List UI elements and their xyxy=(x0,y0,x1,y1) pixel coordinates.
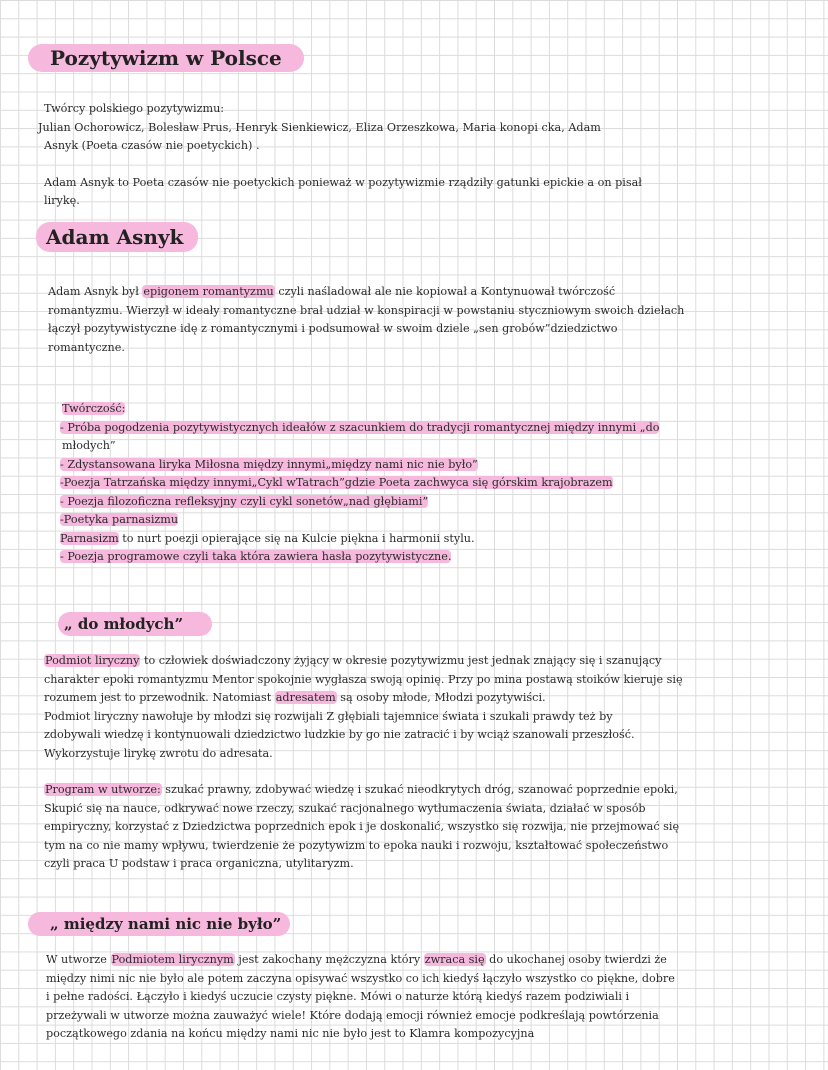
miedzy-nami-paragraph xyxy=(46,951,821,1044)
paragraph-line: i pełne radości. Łączyło i kiedyś uczucie czysty piękne. Mówi o naturze którą kiedyś razem podziwiali i xyxy=(46,990,630,1003)
list-item: - Poezja filozoficzna refleksyjny czyli cykl sonetów„nad głębiami” xyxy=(60,494,429,508)
highlight-podmiot: Podmiot liryczny xyxy=(45,654,140,667)
list-item: - Poezja programowe czyli taka która zawiera hasła pozytywistyczne. xyxy=(60,550,452,563)
paragraph-line: czyli praca U podstaw i praca organiczna, utylitaryzm. xyxy=(44,857,354,870)
text-span: to człowiek doświadczony żyjący w okresie pozytywizmu jest jednak znający się i szanujący xyxy=(140,654,662,667)
text-span: Adam Asnyk był xyxy=(48,285,143,298)
intro-paragraph xyxy=(38,100,798,211)
section-heading-do-mlodych: „ do młodych” xyxy=(58,612,212,636)
intro-line: Julian Ochorowicz, Bolesław Prus, Henryk Sienkiewicz, Eliza Orzeszkowa, Maria konopi cka, Adam xyxy=(38,120,601,134)
paragraph-line: zdobywali wiedzę i kontynuowali dziedzictwo ludzkie by go nie zatracić i by wciąż szanowali przeszłość. xyxy=(44,728,635,741)
paragraph-line: przeżywali w utworze można zauważyć wiele! Które dodają emocji również emocje podkreślają powtórzenia xyxy=(46,1008,659,1022)
text-span: szukać prawny, zdobywać wiedzę i szukać nieodkrytych dróg, szanować poprzednie epoki, xyxy=(161,783,678,796)
list-item: - Zdystansowana liryka Miłosna między innymi„między nami nic nie było” xyxy=(60,457,478,471)
intro-line: Asnyk (Poeta czasów nie poetyckich) . xyxy=(44,139,260,152)
text-span: do ukochanej osoby twierdzi że xyxy=(485,953,667,966)
text-span: W utworze xyxy=(46,953,111,966)
highlight-epigon: epigonem romantyzmu xyxy=(143,285,274,298)
text-span: jest zakochany mężczyzna który xyxy=(234,953,424,966)
tworczosc-label: Twórczość: xyxy=(62,402,126,415)
paragraph-line: Skupić się na nauce, odkrywać nowe rzeczy, szukać racjonalnego wytłumaczenia świata, działać w sposób xyxy=(44,801,646,815)
highlight-podmiot: Podmiotem lirycznym xyxy=(111,953,234,966)
text-span: czyli naśladował ale nie kopiował a Kontynuował twórczość xyxy=(274,285,616,298)
paragraph-line: empiryczny, korzystać z Dziedzictwa poprzednich epok i je doskonalić, wszystko się rozwija, nie przejmować się xyxy=(44,820,680,833)
section-heading-asnyk: Adam Asnyk xyxy=(36,222,198,252)
intro-line: Adam Asnyk to Poeta czasów nie poetyckich ponieważ w pozytywizmie rządziły gatunki epickie a on pisał xyxy=(44,175,642,189)
asnyk-paragraph xyxy=(48,283,818,357)
highlight-adresat: adresatem xyxy=(275,691,336,704)
list-item: - Próba pogodzenia pozytywistycznych ideałów z szacunkiem do tradycji romantycznej między innymi „do xyxy=(60,420,660,434)
asnyk-line: łączył pozytywistyczne idę z romantycznymi i podsumował w swoim dziele „sen grobów”dziedzictwo xyxy=(48,322,618,335)
list-item: -Poetyka parnasizmu xyxy=(60,513,179,526)
page-title: Pozytywizm w Polsce xyxy=(28,44,304,72)
highlight-zwraca: zwraca się xyxy=(424,953,485,966)
section-heading-miedzy-nami: „ między nami nic nie było” xyxy=(28,912,290,936)
list-item: młodych” xyxy=(62,439,116,452)
do-mlodych-paragraph xyxy=(44,652,819,874)
text-span: są osoby młode, Młodzi pozytywiści. xyxy=(336,691,546,704)
paragraph-line: charakter epoki romantyzmu Mentor spokojnie wygłasza swoją opinię. Przy po mina postawą stoików kieruje się xyxy=(44,672,683,686)
asnyk-line: romantyczne. xyxy=(48,340,125,354)
tworczosc-list xyxy=(60,400,820,567)
paragraph-line: między nimi nic nie było ale potem zaczyna opisywać wszystko co ich kiedyś łączyło wszystko co piękne, dobre xyxy=(46,971,675,985)
paragraph-line: Wykorzystuje lirykę zwrotu do adresata. xyxy=(44,746,273,760)
list-item: to nurt poezji opierające się na Kulcie piękna i harmonii stylu. xyxy=(118,531,475,545)
paragraph-line: Podmiot liryczny nawołuje by młodzi się rozwijali Z głębiali tajemnice świata i szukali prawdy też by xyxy=(44,709,613,723)
text-span: rozumem jest to przewodnik. Natomiast xyxy=(44,691,275,704)
highlight-program: Program w utworze: xyxy=(45,783,161,796)
asnyk-line: romantyzmu. Wierzył w ideały romantyczne brał udział w konspiracji w powstaniu styczniowym swoich dziełach xyxy=(48,303,685,317)
intro-line: lirykę. xyxy=(44,194,80,207)
paragraph-line: tym na co nie mamy wpływu, twierdzenie że pozytywizm to epoka nauki i rozwoju, kształtować społeczeństwo xyxy=(44,838,669,852)
list-item: -Poezja Tatrzańska między innymi„Cykl wTatrach”gdzie Poeta zachwyca się górskim krajobrazem xyxy=(60,476,613,489)
paragraph-line: początkowego zdania na końcu między nami nic nie było jest to Klamra kompozycyjna xyxy=(46,1027,535,1040)
list-item-highlight: Parnasizm xyxy=(60,531,119,545)
intro-line: Twórcy polskiego pozytywizmu: xyxy=(44,102,225,115)
